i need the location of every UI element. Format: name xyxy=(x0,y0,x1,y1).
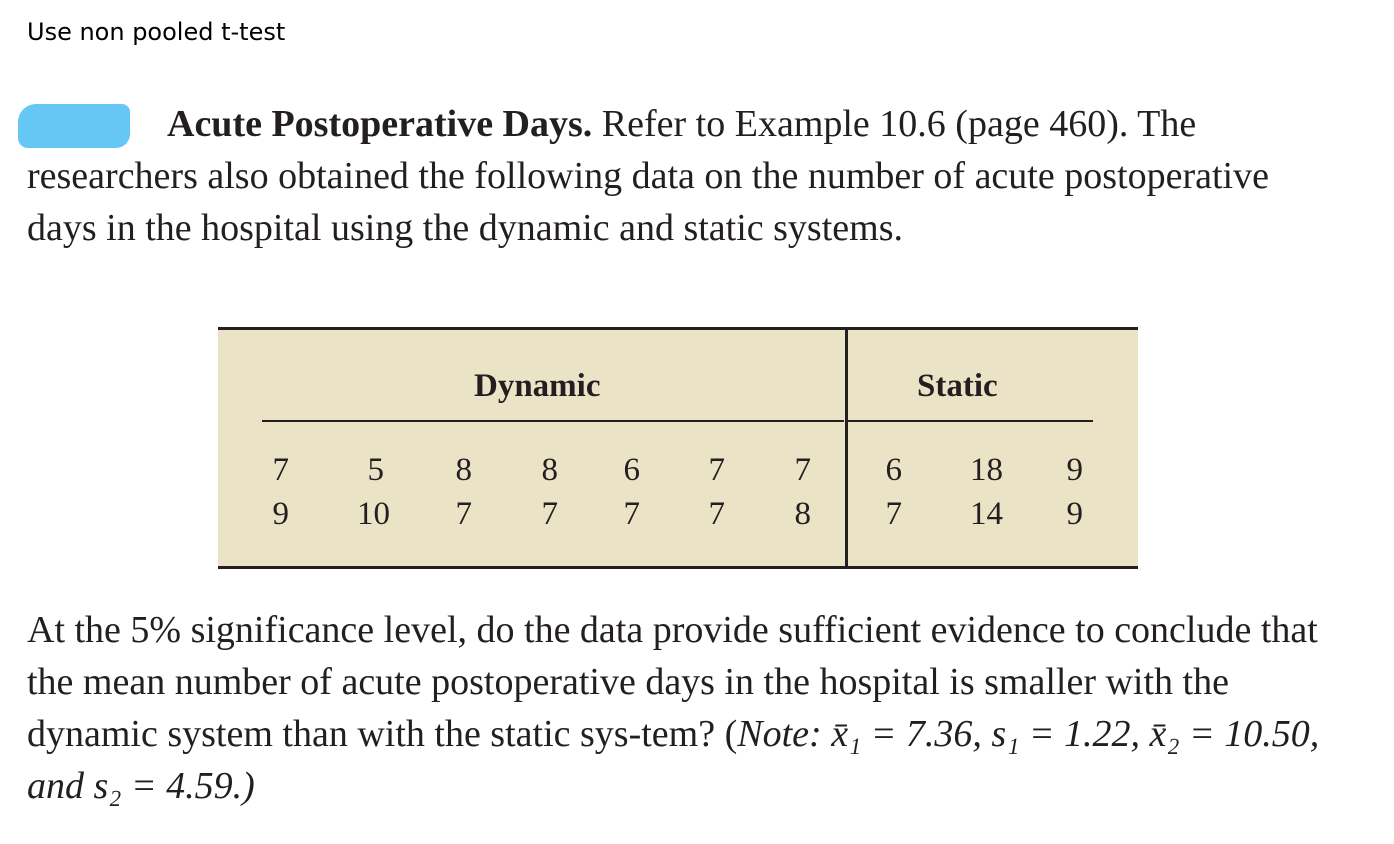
table-cell: 8 xyxy=(541,452,558,488)
question-text: At the 5% significance level, do the data provide sufficient evidence to conclude that the mean number of acute postoperative days in the hospital is smaller with the dynamic system than with the static sys-tem? ( xyxy=(27,609,1318,755)
table-cell: 7 xyxy=(708,496,725,532)
table-cell: 7 xyxy=(272,452,289,488)
static-header: Static xyxy=(917,368,998,404)
table-cell: 14 xyxy=(970,496,1003,532)
instruction-note: Use non pooled t-test xyxy=(27,18,286,46)
table-cell: 8 xyxy=(794,496,811,532)
table-cell: 9 xyxy=(1066,496,1083,532)
table-cell: 7 xyxy=(541,496,558,532)
problem-intro xyxy=(27,98,1332,254)
note-label: Note: xyxy=(737,713,822,755)
table-cell: 7 xyxy=(885,496,902,532)
problem-question xyxy=(27,604,1332,812)
table-cell: 7 xyxy=(794,452,811,488)
table-cell: 18 xyxy=(970,452,1003,488)
table-cell: 6 xyxy=(623,452,640,488)
static-header-underline xyxy=(848,420,1093,422)
problem-intro-text: Refer to Example 10.6 (page 460). The researchers also obtained the following data on the number of acute postoperative days in the hospital using the dynamic and static systems. xyxy=(27,103,1269,249)
dynamic-header-underline xyxy=(262,420,844,422)
table-cell: 8 xyxy=(455,452,472,488)
dynamic-header: Dynamic xyxy=(474,368,601,404)
table-cell: 10 xyxy=(357,496,390,532)
table-cell: 9 xyxy=(1066,452,1083,488)
note-values: x̄₁ = 7.36, s₁ = 1.22, x̄₂ = 10.50, and s₂ = 4.59.) xyxy=(27,713,1320,807)
table-cell: 7 xyxy=(708,452,725,488)
problem-title: Acute Postoperative Days. xyxy=(167,103,593,145)
table-column-divider xyxy=(845,330,848,567)
table-cell: 5 xyxy=(367,452,384,488)
table-cell: 7 xyxy=(455,496,472,532)
table-bottom-rule xyxy=(218,566,1138,569)
table-top-rule xyxy=(218,327,1138,330)
table-cell: 7 xyxy=(623,496,640,532)
table-cell: 9 xyxy=(272,496,289,532)
table-cell: 6 xyxy=(885,452,902,488)
